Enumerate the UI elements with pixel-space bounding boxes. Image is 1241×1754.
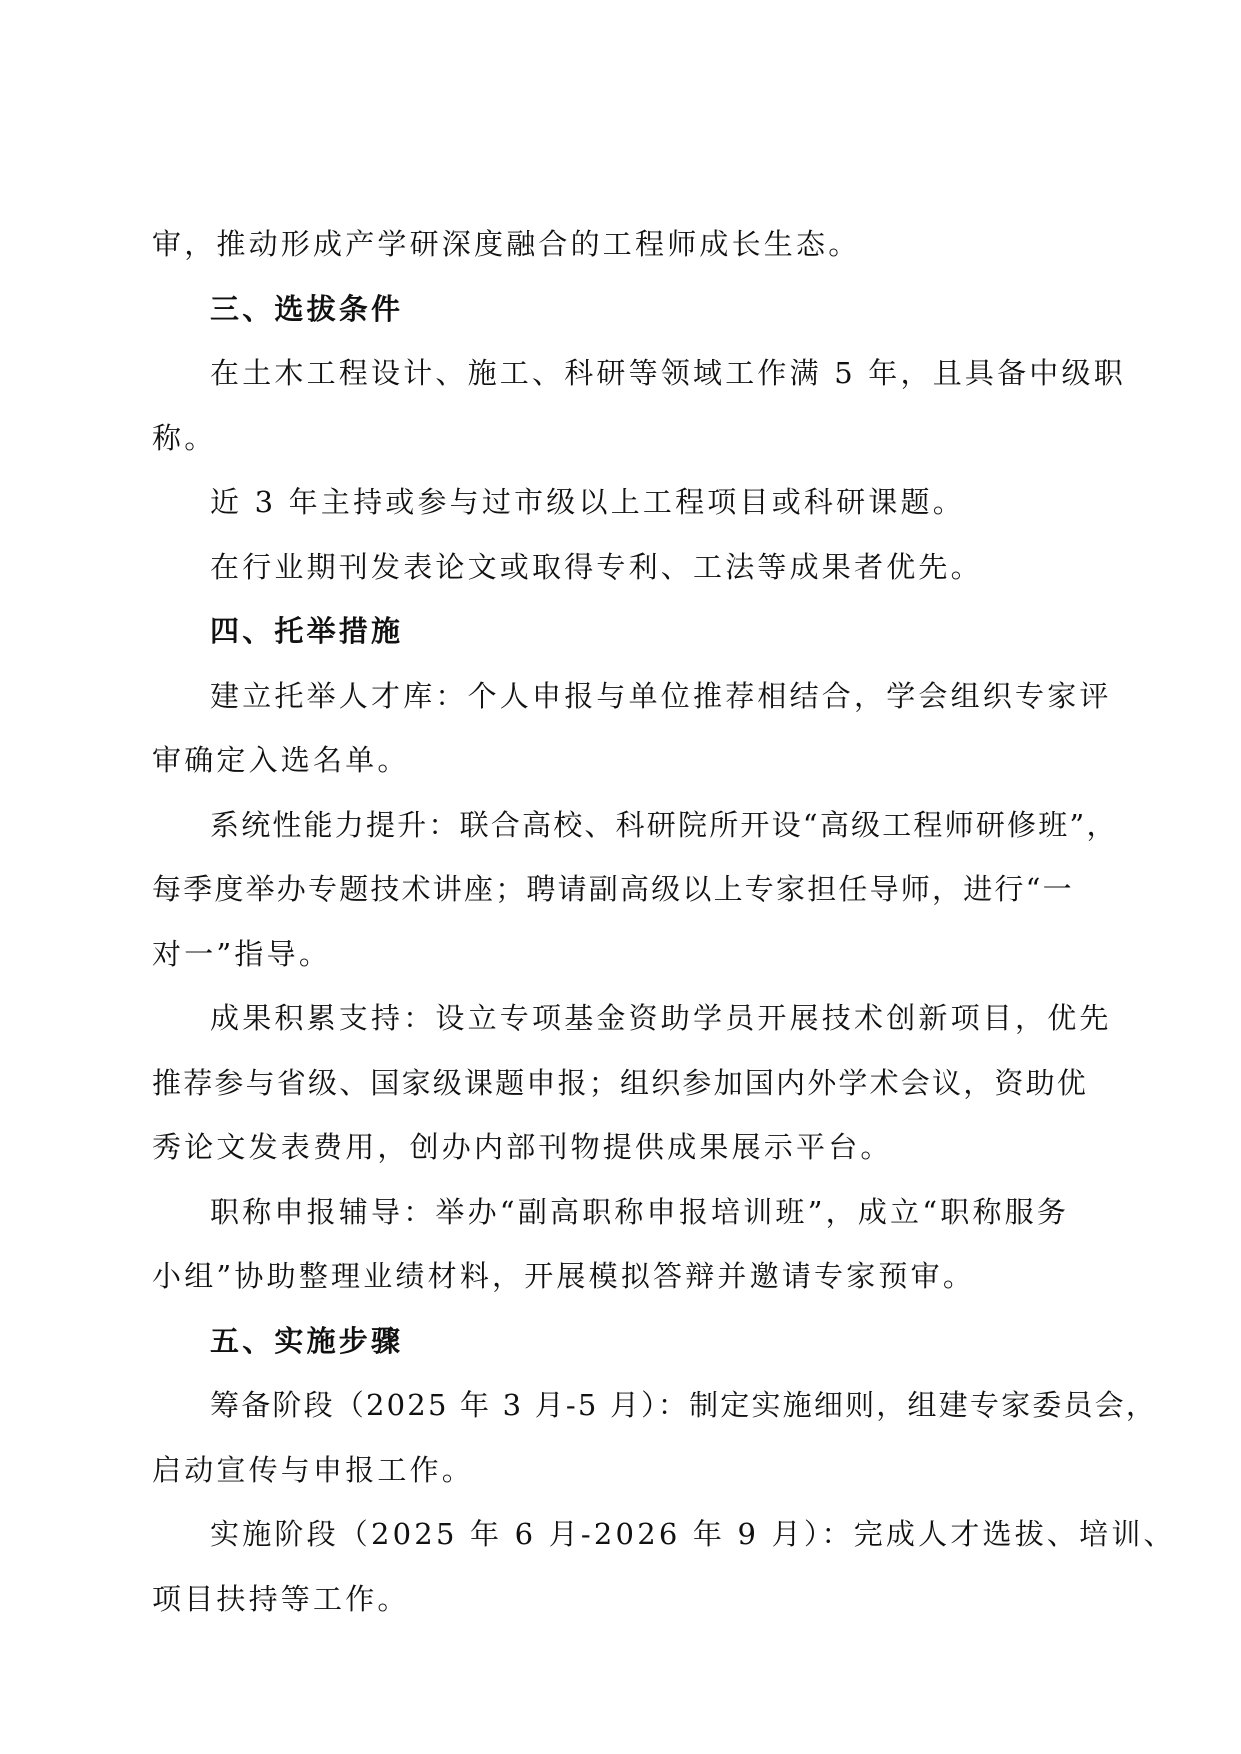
body-line: 启动宣传与申报工作。 <box>152 1452 475 1487</box>
body-line: 系统性能力提升：联合高校、科研院所开设“高级工程师研修班”， <box>210 807 1118 842</box>
body-line: 在土木工程设计、施工、科研等领域工作满 5 年，且具备中级职 <box>210 356 1126 390</box>
body-line: 对一”指导。 <box>152 936 332 971</box>
body-line: 在行业期刊发表论文或取得专利、工法等成果者优先。 <box>210 549 983 584</box>
section-heading-selection-criteria: 三、选拔条件 <box>210 291 404 326</box>
section-heading-support-measures: 四、托举措施 <box>210 614 404 648</box>
body-line: 成果积累支持：设立专项基金资助学员开展技术创新项目，优先 <box>210 1001 1112 1035</box>
body-line: 秀论文发表费用，创办内部刊物提供成果展示平台。 <box>152 1130 893 1164</box>
document-body <box>152 212 1176 1631</box>
body-line: 推荐参与省级、国家级课题申报；组织参加国内外学术会议，资助优 <box>152 1065 1089 1100</box>
body-line: 近 3 年主持或参与过市级以上工程项目或科研课题。 <box>210 485 965 519</box>
body-line: 小组”协助整理业绩材料，开展模拟答辩并邀请专家预审。 <box>152 1259 976 1293</box>
body-line: 实施阶段（2025 年 6 月-2026 年 9 月）：完成人才选拔、培训、 <box>210 1517 1176 1551</box>
body-line: 建立托举人才库：个人申报与单位推荐相结合，学会组织专家评 <box>210 678 1112 713</box>
body-line: 项目扶持等工作。 <box>152 1581 410 1616</box>
body-line: 审确定入选名单。 <box>152 743 410 777</box>
body-line: 称。 <box>152 420 217 455</box>
section-heading-implementation-steps: 五、实施步骤 <box>210 1323 404 1358</box>
body-line: 审，推动形成产学研深度融合的工程师成长生态。 <box>152 227 861 261</box>
body-line: 职称申报辅导：举办“副高职称申报培训班”，成立“职称服务 <box>210 1194 1070 1229</box>
body-line: 筹备阶段（2025 年 3 月-5 月）：制定实施细则，组建专家委员会， <box>210 1388 1158 1422</box>
body-line: 每季度举办专题技术讲座；聘请副高级以上专家担任导师，进行“一 <box>152 872 1074 906</box>
